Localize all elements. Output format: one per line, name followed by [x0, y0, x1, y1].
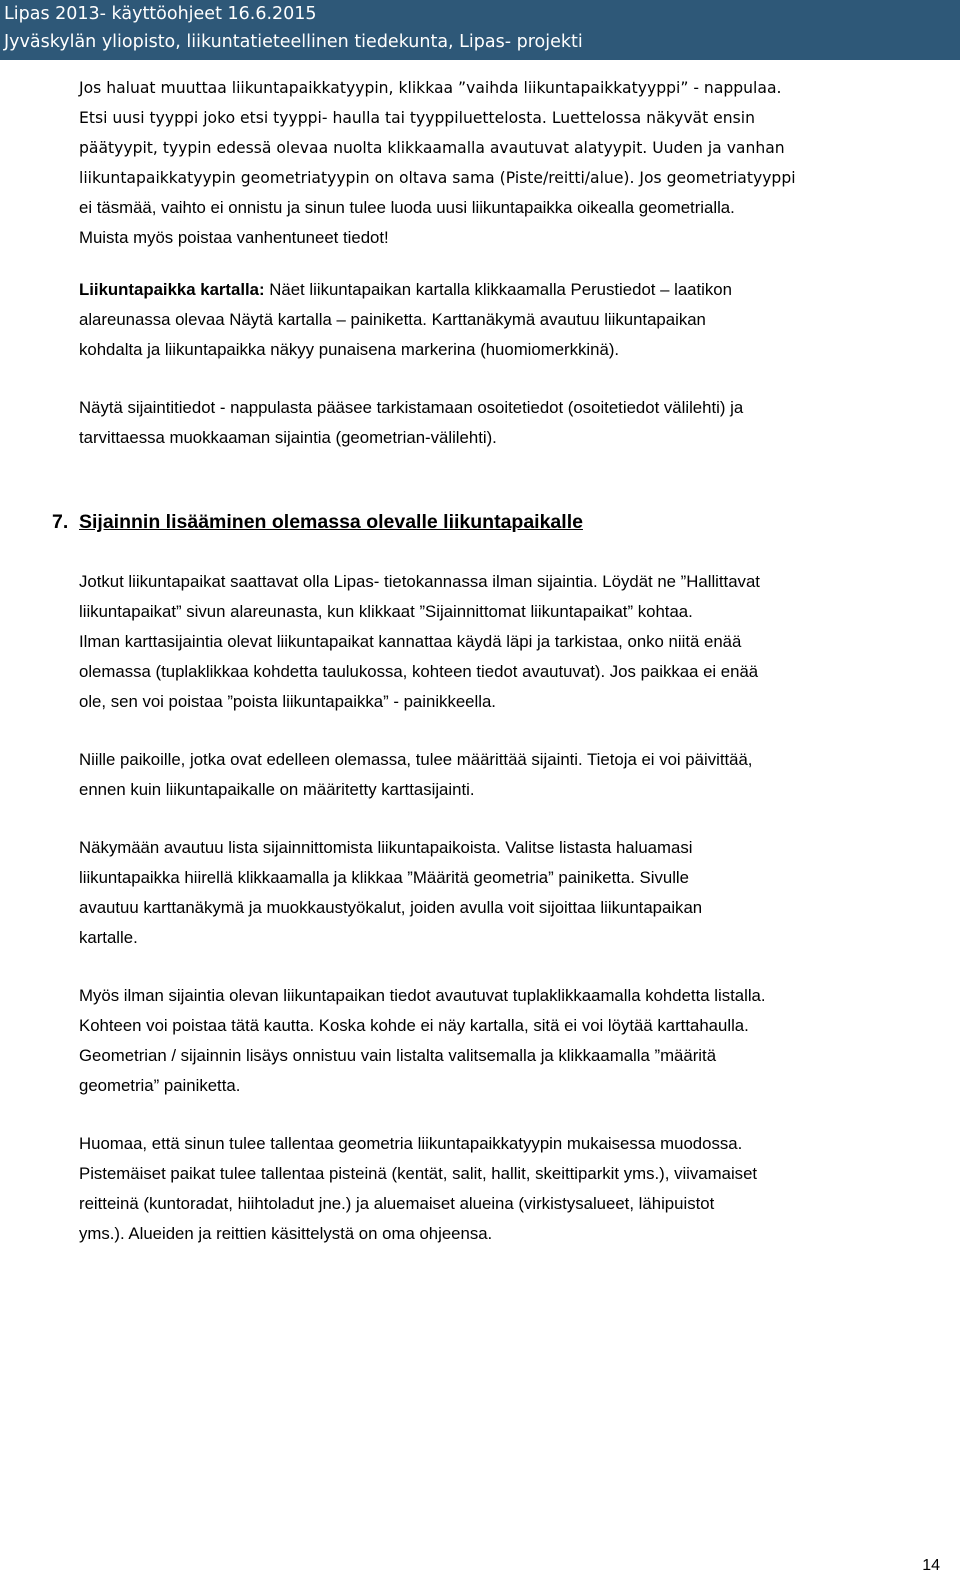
- paragraph-geometry-note: [79, 1129, 955, 1249]
- text-line: liikuntapaikkatyypin geometriatyypin on oltava sama (Piste/reitti/alue). Jos geometriatyyppi: [79, 169, 796, 187]
- text-line: [79, 275, 955, 305]
- text-line: Näkymään avautuu lista sijainnittomista liikuntapaikoista. Valitse listasta haluamasi: [79, 838, 693, 857]
- text-line: geometria” painiketta.: [79, 1076, 241, 1095]
- section-number: 7.: [52, 511, 69, 533]
- text-line: Etsi uusi tyyppi joko etsi tyyppi- haulla tai tyyppiluettelosta. Luettelossa näkyvät ensin: [79, 109, 755, 127]
- text-fragment: Näet liikuntapaikan kartalla klikkaamalla Perustiedot – laatikon: [264, 280, 732, 299]
- text-line: reitteinä (kuntoradat, hiihtoladut jne.) ja aluemaiset alueina (virkistysalueet, lähipuistot: [79, 1194, 715, 1213]
- paragraph-details-without-location: [79, 981, 955, 1101]
- text-line: olemassa (tuplaklikkaa kohdetta taulukossa, kohteen tiedot avautuvat). Jos paikkaa ei enää: [79, 662, 759, 681]
- text-line: alareunassa olevaa Näytä kartalla – painiketta. Karttanäkymä avautuu liikuntapaikan: [79, 310, 706, 329]
- page-number: 14: [922, 1557, 940, 1574]
- text-line: Näytä sijaintitiedot - nappulasta pääsee tarkistamaan osoitetiedot (osoitetiedot välilehti) ja: [79, 398, 744, 417]
- text-line: liikuntapaikat” sivun alareunasta, kun klikkaat ”Sijainnittomat liikuntapaikat” kohtaa.: [79, 602, 693, 621]
- text-line: ole, sen voi poistaa ”poista liikuntapaikka” - painikkeella.: [79, 692, 496, 711]
- section-heading: [52, 511, 955, 549]
- text-line: Niille paikoille, jotka ovat edelleen olemassa, tulee määrittää sijainti. Tietoja ei voi päivittää,: [79, 750, 753, 769]
- text-line: kohdalta ja liikuntapaikka näkyy punaisena markerina (huomiomerkkinä).: [79, 340, 620, 359]
- paragraph-list-view: [79, 833, 955, 953]
- paragraph-no-location: [79, 567, 955, 717]
- text-line: Muista myös poistaa vanhentuneet tiedot!: [79, 228, 389, 247]
- text-line: tarvittaessa muokkaaman sijaintia (geometrian-välilehti).: [79, 428, 497, 447]
- paragraph-define-location: [79, 745, 955, 805]
- text-line: Jotkut liikuntapaikat saattavat olla Lipas- tietokannassa ilman sijaintia. Löydät ne ”Hallittavat: [79, 572, 760, 591]
- bold-label: Liikuntapaikka kartalla:: [79, 280, 265, 299]
- paragraph-change-type: [79, 73, 955, 253]
- document-body: [52, 73, 955, 1249]
- section-title: Sijainnin lisääminen olemassa olevalle liikuntapaikalle: [79, 511, 583, 533]
- text-line: ennen kuin liikuntapaikalle on määritetty karttasijainti.: [79, 780, 475, 799]
- text-line: Myös ilman sijaintia olevan liikuntapaikan tiedot avautuvat tuplaklikkaamalla kohdetta listalla.: [79, 986, 766, 1005]
- text-line: Ilman karttasijaintia olevat liikuntapaikat kannattaa käydä läpi ja tarkistaa, onko niitä enää: [79, 632, 742, 651]
- text-line: Geometrian / sijainnin lisäys onnistuu vain listalta valitsemalla ja klikkaamalla ”määritä: [79, 1046, 717, 1065]
- paragraph-show-location: [79, 393, 955, 453]
- paragraph-map-view: [79, 275, 955, 365]
- text-line: Huomaa, että sinun tulee tallentaa geometria liikuntapaikkatyypin mukaisessa muodossa.: [79, 1134, 743, 1153]
- text-line: Pistemäiset paikat tulee tallentaa pisteinä (kentät, salit, hallit, skeittiparkit yms.), viivamaiset: [79, 1164, 758, 1183]
- text-line: päätyypit, tyypin edessä olevaa nuolta klikkaamalla avautuvat alatyypit. Uuden ja vanhan: [79, 139, 785, 157]
- header-subtitle: Jyväskylän yliopisto, liikuntatieteellinen tiedekunta, Lipas- projekti: [4, 32, 583, 52]
- document-header-banner: [0, 0, 960, 60]
- text-line: kartalle.: [79, 928, 138, 947]
- text-line: avautuu karttanäkymä ja muokkaustyökalut, joiden avulla voit sijoittaa liikuntapaikan: [79, 898, 703, 917]
- text-line: ei täsmää, vaihto ei onnistu ja sinun tulee luoda uusi liikuntapaikka oikealla geometrialla.: [79, 198, 735, 217]
- text-line: liikuntapaikka hiirellä klikkaamalla ja klikkaa ”Määritä geometria” painiketta. Sivulle: [79, 868, 689, 887]
- header-title: Lipas 2013- käyttöohjeet 16.6.2015: [4, 4, 317, 24]
- text-line: yms.). Alueiden ja reittien käsittelystä on oma ohjeensa.: [79, 1224, 493, 1243]
- text-line: Kohteen voi poistaa tätä kautta. Koska kohde ei näy kartalla, sitä ei voi löytää karttahaulla.: [79, 1016, 749, 1035]
- text-line: Jos haluat muuttaa liikuntapaikkatyypin, klikkaa ”vaihda liikuntapaikkatyyppi” - nappulaa.: [79, 79, 782, 97]
